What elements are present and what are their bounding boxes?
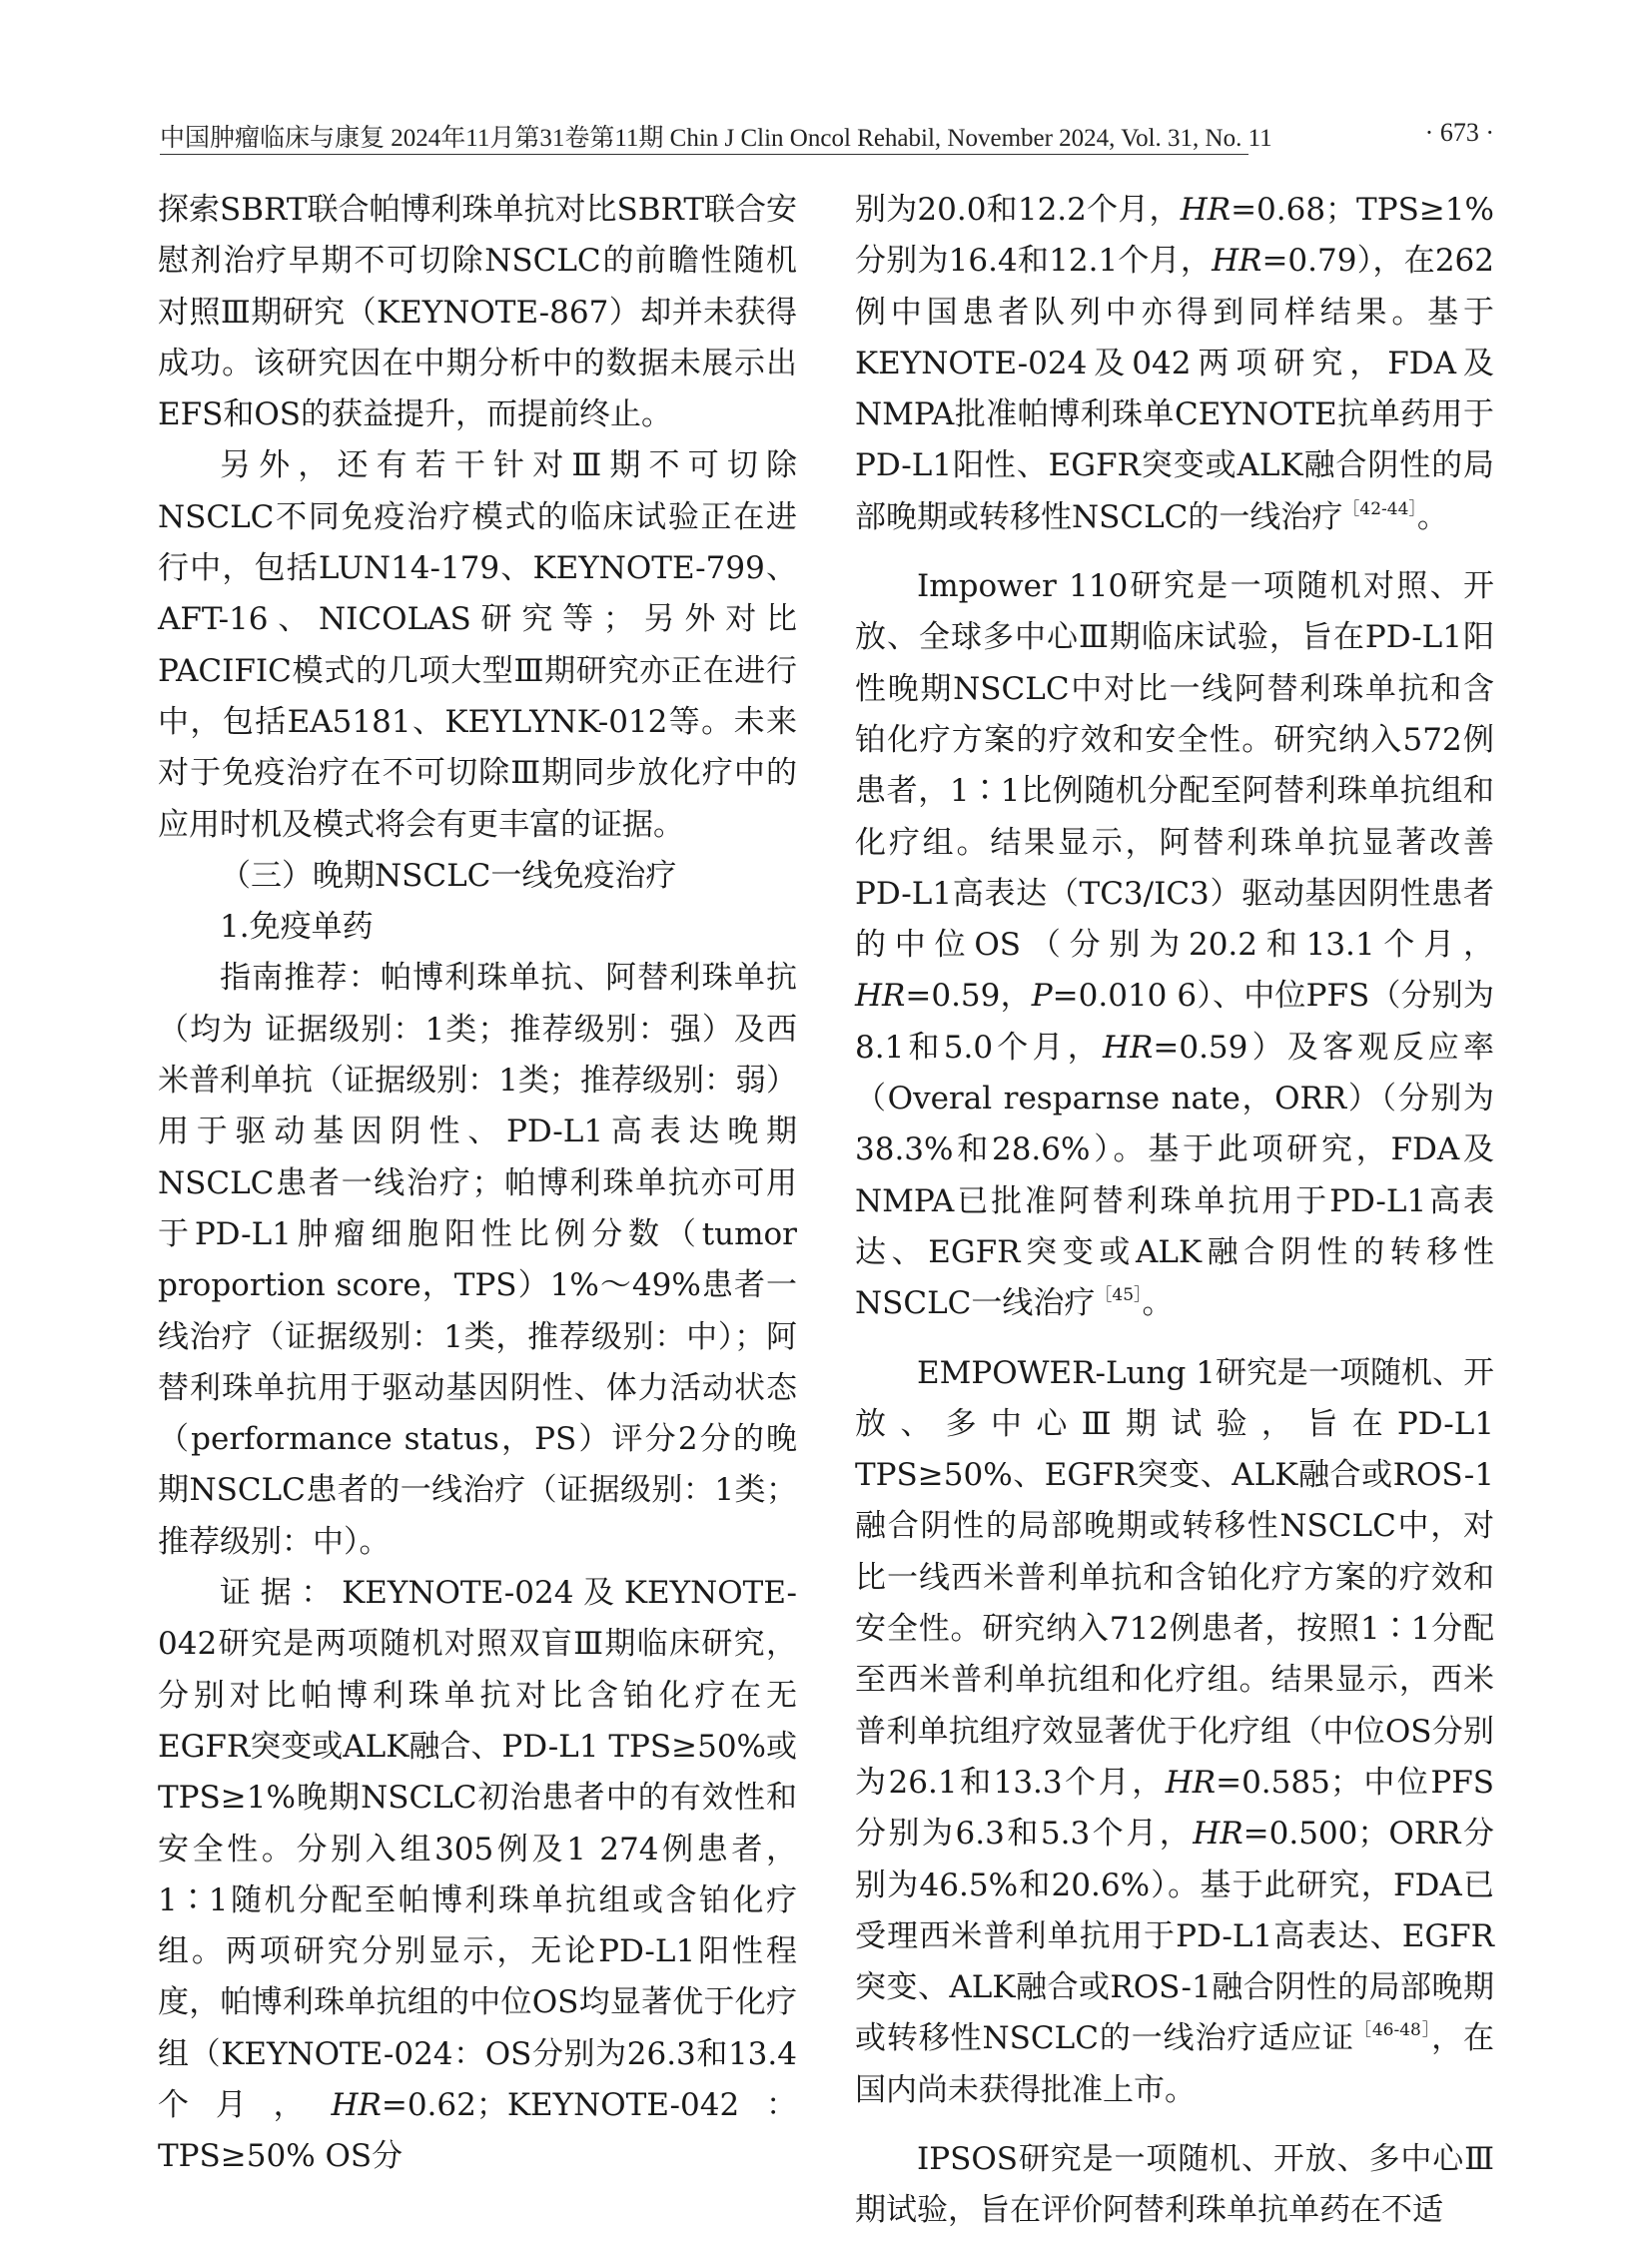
citation-ref: ［45］	[1095, 1285, 1143, 1306]
paragraph: Impower 110研究是一项随机对照、开放、全球多中心Ⅲ期临床试验，旨在PD-L1阳性晚期NSCLC中对比一线阿替利珠单抗和含铂化疗方案的疗效和安全性。研究纳入572例患者，1∶1比例随机分配至阿替利珠单抗组和化疗组。结果显示，阿替利珠单抗显著改善PD-L1高表达（TC3/IC3）驱动基因阴性患者的中位OS（分别为20.2和13.1个月，HR=0.59，P=0.010 6）、中位PFS（分别为8.1和5.0个月，HR=0.59）及客观反应率（Overal resparnse nate，ORR）（分别为38.3%和28.6%）。基于此项研究，FDA及NMPA已批准阿替利珠单抗用于PD-L1高表达、EGFR突变或ALK融合阴性的转移性NSCLC一线治疗$^{[45]}$。	[855, 568, 1495, 1322]
paragraph: 探索SBRT联合帕博利珠单抗对比SBRT联合安慰剂治疗早期不可切除NSCLC的前瞻性随机对照Ⅲ期研究（KEYNOTE-867）却并未获得成功。该研究因在中期分析中的数据未展示出EFS和OS的获益提升，而提前终止。	[158, 192, 797, 433]
paragraph: 别为20.0和12.2个月，HR=0.68；TPS≥1%分别为16.4和12.1个月，HR=0.79），在262例中国患者队列中亦得到同样结果。基于KEYNOTE-024及042两项研究，FDA及NMPA批准帕博利珠单CEYNOTE抗单药用于PD-L1阳性、EGFR突变或ALK融合阴性的局部晚期或转移性NSCLC的一线治疗$^{[42-44]}$。	[855, 192, 1494, 535]
paragraph: 证据：KEYNOTE-024及KEYNOTE-042研究是两项随机对照双盲Ⅲ期临床研究，分别对比帕博利珠单抗对比含铂化疗在无EGFR突变或ALK融合、PD-L1 TPS≥50%或TPS≥1%晚期NSCLC初治患者中的有效性和安全性。分别入组305例及1 274例患者，1∶1随机分配至帕博利珠单抗组或含铂化疗组。两项研究分别显示，无论PD-L1阳性程度，帕博利珠单抗组的中位OS均显著优于化疗组（KEYNOTE-024：OS分别为26.3和13.4个月，HR=0.62；KEYNOTE-042：TPS≥50% OS分	[158, 1575, 797, 2175]
page-number: · 673 ·	[1424, 118, 1494, 147]
header-rule	[160, 154, 1248, 155]
left-column	[158, 185, 797, 2183]
subsection-heading: 1.免疫单药	[220, 909, 374, 946]
section-heading: （三）晚期NSCLC一线免疫治疗	[220, 857, 677, 894]
paragraph: 指南推荐：帕博利珠单抗、阿替利珠单抗（均为 证据级别：1类；推荐级别：强）及西米普利单抗（证据级别：1类；推荐级别：弱）用于驱动基因阴性、PD-L1高表达晚期NSCLC患者一线治疗；帕博利珠单抗亦可用于PD-L1肿瘤细胞阳性比例分数（tumor proportion score，TPS）1%～49%患者一线治疗（证据级别：1类，推荐级别：中）；阿替利珠单抗用于驱动基因阴性、体力活动状态（performance status，PS）评分2分的晚期NSCLC患者的一线治疗（证据级别：1类；推荐级别：中）。	[158, 960, 797, 1560]
running-header	[160, 118, 1494, 158]
citation-ref: ［46-48］	[1353, 2020, 1432, 2041]
paragraph: IPSOS研究是一项随机、开放、多中心Ⅲ期试验，旨在评价阿替利珠单抗单药在不适	[855, 2140, 1494, 2229]
paragraph: EMPOWER-Lung 1研究是一项随机、开放、多中心Ⅲ期试验，旨在PD-L1 TPS≥50%、EGFR突变、ALK融合或ROS-1融合阴性的局部晚期或转移性NSCLC中，对比一线西米普利单抗和含铂化疗方案的疗效和安全性。研究纳入712例患者，按照1∶1分配至西米普利单抗组和化疗组。结果显示，西米普利单抗组疗效显著优于化疗组（中位OS分别为26.1和13.3个月，HR=0.585；中位PFS分别为6.3和5.3个月，HR=0.500；ORR分别为46.5%和20.6%）。基于此研究，FDA已受理西米普利单抗用于PD-L1高表达、EGFR突变、ALK融合或ROS-1融合阴性的局部晚期或转移性NSCLC的一线治疗适应证$^{[46-48]}$，在国内尚未获得批准上市。	[855, 1354, 1495, 2108]
right-column	[855, 185, 1494, 2237]
journal-citation: 中国肿瘤临床与康复 2024年11月第31卷第11期 Chin J Clin Oncol Rehabil, November 2024, Vol. 31, No. 11	[160, 125, 1272, 152]
paragraph: 另外，还有若干针对Ⅲ期不可切除NSCLC不同免疫治疗模式的临床试验正在进行中，包括LUN14-179、KEYNOTE-799、AFT-16、NICOLAS研究等；另外对比PACIFIC模式的几项大型Ⅲ期研究亦正在进行中，包括EA5181、KEYLYNK-012等。未来对于免疫治疗在不可切除Ⅲ期同步放化疗中的应用时机及模式将会有更丰富的证据。	[158, 447, 797, 843]
citation-ref: ［42-44］	[1342, 498, 1417, 519]
